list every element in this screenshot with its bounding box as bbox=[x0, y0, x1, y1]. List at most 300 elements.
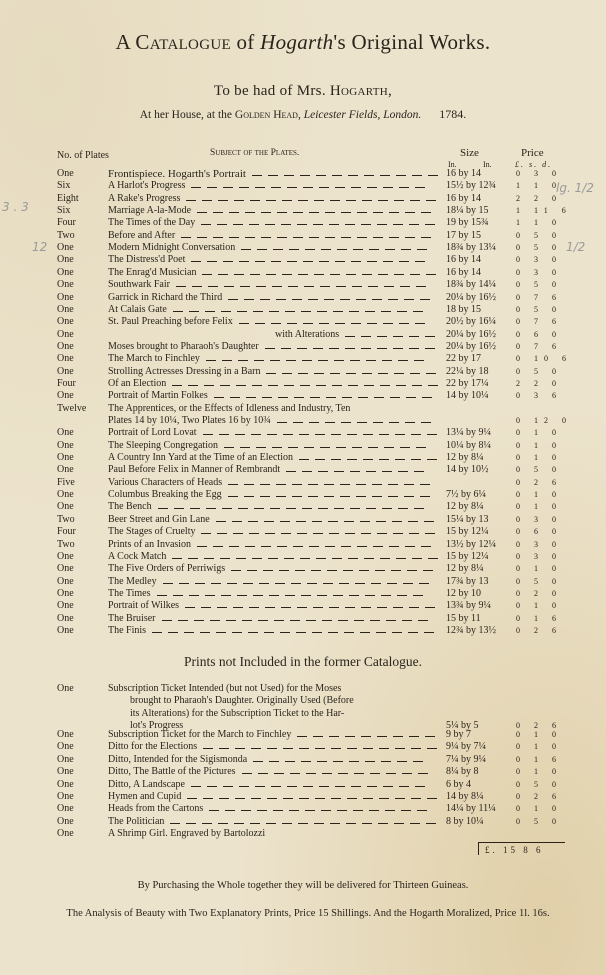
plate-price: 0 5 0 bbox=[516, 230, 562, 240]
leader-dash bbox=[214, 397, 224, 398]
plate-count: One bbox=[57, 266, 74, 278]
leader-dash bbox=[283, 798, 293, 799]
leader-dash bbox=[405, 237, 415, 238]
leader-dash bbox=[280, 521, 290, 522]
plate-price: 0 1 0 bbox=[516, 601, 562, 611]
table-row bbox=[0, 779, 606, 792]
leader-dash bbox=[240, 447, 250, 448]
leader-dash bbox=[410, 200, 420, 201]
plate-price: 0 7 6 bbox=[516, 341, 562, 351]
plate-price: 0 1 0 bbox=[516, 730, 562, 739]
leader-dash bbox=[271, 786, 281, 787]
plate-price: 0 10 6 bbox=[516, 354, 572, 364]
leader-dash bbox=[168, 632, 178, 633]
leader-dash bbox=[397, 595, 407, 596]
leader-dash bbox=[304, 447, 314, 448]
leader-dash bbox=[366, 471, 376, 472]
leader-dash bbox=[331, 434, 341, 435]
plate-price: 0 1 6 bbox=[516, 613, 562, 623]
table-row bbox=[0, 816, 606, 829]
leader-dash bbox=[301, 595, 311, 596]
leader-dash bbox=[404, 496, 414, 497]
plate-size: 13¼ by 9¼ bbox=[446, 427, 491, 439]
leader-dash bbox=[309, 212, 319, 213]
leader-dash bbox=[393, 607, 403, 608]
leader-dash bbox=[286, 360, 296, 361]
table-row bbox=[0, 193, 606, 206]
leader-dash bbox=[366, 508, 376, 509]
table-row bbox=[0, 403, 606, 416]
leader-dash bbox=[345, 533, 355, 534]
plate-size: 6 by 4 bbox=[446, 778, 471, 790]
leader-dash bbox=[376, 632, 386, 633]
leader-dash bbox=[318, 360, 328, 361]
plate-price: 1 1 0 bbox=[516, 218, 562, 228]
leader-dash bbox=[236, 558, 246, 559]
plate-size: 18¼ by 15 bbox=[446, 205, 489, 217]
leader-dash bbox=[217, 224, 227, 225]
leader-dash bbox=[344, 632, 354, 633]
leader-dash bbox=[331, 748, 341, 749]
leader-dash bbox=[325, 422, 335, 423]
plate-count: One bbox=[57, 729, 74, 740]
plate-subject: Prints of an Invasion bbox=[108, 538, 192, 550]
total-price: £. 15 8 6 bbox=[478, 842, 565, 855]
leader-dash bbox=[173, 311, 183, 312]
leader-dash bbox=[313, 607, 323, 608]
leader-dash bbox=[383, 187, 393, 188]
leader-dash bbox=[336, 286, 346, 287]
leader-dash bbox=[284, 385, 294, 386]
leader-dash bbox=[351, 261, 361, 262]
plate-price: 0 5 0 bbox=[516, 816, 562, 826]
leader-dash bbox=[335, 323, 345, 324]
leader-dash bbox=[421, 212, 431, 213]
plate-price: 2 2 0 bbox=[516, 378, 562, 388]
leader-dash bbox=[285, 761, 295, 762]
leader-dash bbox=[305, 249, 315, 250]
plate-price: 0 1 0 bbox=[516, 767, 562, 777]
leader-dash bbox=[217, 607, 227, 608]
leader-dash bbox=[323, 583, 333, 584]
leader-dash bbox=[404, 484, 414, 485]
leader-dash bbox=[225, 810, 235, 811]
leader-dash bbox=[364, 558, 374, 559]
leader-dash bbox=[313, 348, 323, 349]
leader-dash bbox=[330, 274, 340, 275]
leader-dash bbox=[334, 471, 344, 472]
leader-dash bbox=[288, 447, 298, 448]
leader-dash bbox=[254, 360, 264, 361]
leader-dash bbox=[235, 434, 245, 435]
leader-dash bbox=[417, 810, 427, 811]
plate-subject: At Calais Gate bbox=[108, 303, 167, 315]
leader-dash bbox=[229, 546, 239, 547]
plate-subject: Modern Midnight Conversation bbox=[108, 242, 236, 254]
leader-dash bbox=[189, 311, 199, 312]
leader-dash bbox=[178, 620, 188, 621]
leader-dash bbox=[269, 761, 279, 762]
leader-dash bbox=[186, 200, 196, 201]
leader-dash bbox=[268, 175, 278, 176]
leader-dash bbox=[404, 299, 414, 300]
leader-dash bbox=[418, 620, 428, 621]
leader-dash bbox=[380, 175, 390, 176]
plate-size: 12 by 8¼ bbox=[446, 563, 484, 575]
plate-price: 0 3 0 bbox=[516, 551, 562, 561]
leader-dash bbox=[266, 373, 276, 374]
plate-count: One bbox=[57, 791, 74, 802]
leader-dash bbox=[307, 583, 317, 584]
leader-dash bbox=[261, 546, 271, 547]
leader-dash bbox=[334, 508, 344, 509]
leader-dash bbox=[354, 773, 364, 774]
leader-dash bbox=[321, 810, 331, 811]
leader-dash bbox=[377, 533, 387, 534]
leader-dash bbox=[425, 348, 435, 349]
subscription-line: brought to Pharaoh's Daughter. Originally Used (Before bbox=[130, 695, 354, 707]
leader-dash bbox=[289, 810, 299, 811]
leader-dash bbox=[361, 533, 371, 534]
plate-count: One bbox=[57, 254, 74, 266]
plate-size: 22 by 17 bbox=[446, 353, 481, 365]
leader-dash bbox=[424, 521, 434, 522]
leader-dash bbox=[421, 546, 431, 547]
leader-dash bbox=[292, 496, 302, 497]
table-row bbox=[0, 600, 606, 613]
leader-dash bbox=[390, 397, 400, 398]
leader-dash bbox=[342, 397, 352, 398]
leader-dash bbox=[414, 508, 424, 509]
leader-dash bbox=[425, 533, 435, 534]
leader-dash bbox=[337, 810, 347, 811]
leader-dash bbox=[325, 546, 335, 547]
plate-subject: St. Paul Preaching before Felix bbox=[108, 316, 233, 328]
leader-dash bbox=[367, 786, 377, 787]
plate-count: One bbox=[57, 464, 74, 476]
leader-dash bbox=[340, 496, 350, 497]
leader-dash bbox=[268, 385, 278, 386]
inches-header-2: In. bbox=[483, 160, 492, 169]
leader-dash bbox=[202, 823, 212, 824]
plate-price: 0 2 6 bbox=[516, 625, 562, 635]
leader-dash bbox=[365, 595, 375, 596]
plate-size: 20¼ by 16½ bbox=[446, 340, 496, 352]
leader-dash bbox=[420, 299, 430, 300]
subscription-line: lot's Progress bbox=[130, 719, 184, 731]
leader-dash bbox=[367, 261, 377, 262]
leader-dash bbox=[285, 311, 295, 312]
plate-subject: Garrick in Richard the Third bbox=[108, 291, 223, 303]
leader-dash bbox=[188, 558, 198, 559]
leader-dash bbox=[303, 786, 313, 787]
plate-size: 13½ by 12¼ bbox=[446, 538, 496, 550]
leader-dash bbox=[350, 360, 360, 361]
leader-dash bbox=[362, 373, 372, 374]
leader-dash bbox=[208, 286, 218, 287]
table-row bbox=[0, 230, 606, 243]
leader-dash bbox=[286, 508, 296, 509]
plate-subject: Columbus Breaking the Egg bbox=[108, 489, 222, 501]
leader-dash bbox=[365, 761, 375, 762]
plate-size: 8 by 10¼ bbox=[446, 815, 484, 827]
leader-dash bbox=[310, 397, 320, 398]
leader-dash bbox=[283, 748, 293, 749]
leader-dash bbox=[283, 434, 293, 435]
leader-dash bbox=[228, 299, 238, 300]
leader-dash bbox=[369, 810, 379, 811]
plate-size: 9¼ by 7¼ bbox=[446, 741, 486, 753]
plate-subject: The Distress'd Poet bbox=[108, 254, 186, 266]
plate-size: 16 by 14 bbox=[446, 168, 481, 179]
table-row bbox=[0, 464, 606, 477]
plate-price: 0 5 0 bbox=[516, 465, 562, 475]
leader-dash bbox=[253, 311, 263, 312]
plate-price: 0 2 0 bbox=[516, 588, 562, 598]
leader-dash bbox=[361, 607, 371, 608]
leader-dash bbox=[234, 200, 244, 201]
table-row bbox=[0, 803, 606, 816]
leader-dash bbox=[224, 286, 234, 287]
plate-price: 0 5 0 bbox=[516, 779, 562, 789]
plate-price: 0 5 0 bbox=[516, 280, 562, 290]
plate-count: One bbox=[57, 365, 74, 377]
leader-dash bbox=[266, 274, 276, 275]
leader-dash bbox=[384, 447, 394, 448]
leader-dash bbox=[396, 385, 406, 386]
leader-dash bbox=[290, 773, 300, 774]
plate-price: 0 6 0 bbox=[516, 329, 562, 339]
leader-dash bbox=[300, 175, 310, 176]
leader-dash bbox=[320, 447, 330, 448]
leader-dash bbox=[413, 761, 423, 762]
leader-dash bbox=[378, 373, 388, 374]
leader-dash bbox=[382, 471, 392, 472]
leader-dash bbox=[265, 224, 275, 225]
leader-dash bbox=[221, 595, 231, 596]
leader-dash bbox=[245, 237, 255, 238]
price-header: Price bbox=[521, 147, 544, 159]
leader-dash bbox=[359, 570, 369, 571]
leader-dash bbox=[373, 237, 383, 238]
leader-dash bbox=[357, 422, 367, 423]
leader-dash bbox=[238, 508, 248, 509]
leader-dash bbox=[281, 224, 291, 225]
leader-dash bbox=[350, 508, 360, 509]
table-row bbox=[0, 551, 606, 564]
plate-size: 16 by 14 bbox=[446, 192, 481, 204]
leader-dash bbox=[351, 323, 361, 324]
leader-dash bbox=[352, 286, 362, 287]
leader-dash bbox=[244, 496, 254, 497]
leader-dash bbox=[216, 632, 226, 633]
leader-dash bbox=[341, 546, 351, 547]
leader-dash bbox=[411, 748, 421, 749]
leader-dash bbox=[385, 249, 395, 250]
leader-dash bbox=[364, 175, 374, 176]
leader-dash bbox=[309, 422, 319, 423]
leader-dash bbox=[191, 261, 201, 262]
leader-dash bbox=[422, 397, 432, 398]
leader-dash bbox=[251, 748, 261, 749]
leader-dash bbox=[332, 175, 342, 176]
leader-dash bbox=[426, 200, 436, 201]
plate-subject: Heads from the Cartons bbox=[108, 803, 204, 815]
leader-dash bbox=[355, 583, 365, 584]
leader-dash bbox=[420, 484, 430, 485]
leader-dash bbox=[330, 373, 340, 374]
leader-dash bbox=[200, 632, 210, 633]
leader-dash bbox=[341, 237, 351, 238]
leader-dash bbox=[223, 187, 233, 188]
leader-dash bbox=[403, 583, 413, 584]
plate-subject: The Bruiser bbox=[108, 612, 156, 624]
leader-dash bbox=[250, 200, 260, 201]
leader-dash bbox=[408, 521, 418, 522]
leader-dash bbox=[319, 786, 329, 787]
leader-dash bbox=[402, 620, 412, 621]
leader-dash bbox=[287, 786, 297, 787]
leader-dash bbox=[308, 496, 318, 497]
plate-size: 14 by 10½ bbox=[446, 464, 489, 476]
leader-dash bbox=[191, 187, 201, 188]
leader-dash bbox=[397, 761, 407, 762]
plate-size: 18 by 15 bbox=[446, 303, 481, 315]
leader-dash bbox=[399, 187, 409, 188]
leader-dash bbox=[345, 736, 355, 737]
plate-size: 22¼ by 18 bbox=[446, 365, 489, 377]
leader-dash bbox=[332, 558, 342, 559]
leader-dash bbox=[206, 508, 216, 509]
leader-dash bbox=[205, 595, 215, 596]
leader-dash bbox=[239, 261, 249, 262]
leader-dash bbox=[369, 249, 379, 250]
plate-price: 1 1 0 bbox=[516, 181, 562, 191]
leader-dash bbox=[297, 348, 307, 349]
plate-subject: Various Characters of Heads bbox=[108, 476, 223, 488]
leader-dash bbox=[356, 299, 366, 300]
plate-subject: A Cock Match bbox=[108, 550, 167, 562]
leader-dash bbox=[186, 823, 196, 824]
plate-subject: The Politician bbox=[108, 815, 165, 827]
leader-dash bbox=[393, 533, 403, 534]
leader-dash bbox=[244, 299, 254, 300]
leader-dash bbox=[315, 748, 325, 749]
table-row bbox=[0, 292, 606, 305]
leader-dash bbox=[415, 261, 425, 262]
leader-dash bbox=[293, 422, 303, 423]
leader-dash bbox=[287, 187, 297, 188]
leader-dash bbox=[228, 496, 238, 497]
leader-dash bbox=[270, 360, 280, 361]
address-line: At her House, at the Golden Head, Leicester Fields, London. 1784. bbox=[139, 107, 467, 121]
leader-dash bbox=[277, 237, 287, 238]
table-row bbox=[0, 390, 606, 403]
leader-dash bbox=[368, 447, 378, 448]
leader-dash bbox=[244, 484, 254, 485]
size-header: Size bbox=[460, 147, 479, 159]
leader-dash bbox=[296, 521, 306, 522]
leader-dash bbox=[229, 212, 239, 213]
plate-subject: Paul Before Felix in Manner of Rembrandt bbox=[108, 464, 281, 476]
leader-dash bbox=[205, 311, 215, 312]
leader-dash bbox=[267, 748, 277, 749]
leader-dash bbox=[326, 397, 336, 398]
leader-dash bbox=[329, 348, 339, 349]
leader-dash bbox=[401, 249, 411, 250]
leader-dash bbox=[298, 274, 308, 275]
plate-size: 22 by 17¼ bbox=[446, 377, 489, 389]
leader-dash bbox=[315, 459, 325, 460]
leader-dash bbox=[373, 212, 383, 213]
leader-dash bbox=[400, 447, 410, 448]
leader-dash bbox=[395, 748, 405, 749]
plate-price: 0 5 0 bbox=[516, 366, 562, 376]
leader-dash bbox=[302, 360, 312, 361]
plate-size: 15¼ by 13 bbox=[446, 513, 489, 525]
leader-dash bbox=[330, 823, 340, 824]
leader-dash bbox=[277, 212, 287, 213]
leader-dash bbox=[246, 397, 256, 398]
leader-dash bbox=[252, 558, 262, 559]
leader-dash bbox=[346, 274, 356, 275]
leader-dash bbox=[255, 261, 265, 262]
leader-dash bbox=[365, 311, 375, 312]
leader-dash bbox=[325, 237, 335, 238]
leader-dash bbox=[398, 471, 408, 472]
leader-dash bbox=[380, 385, 390, 386]
plate-count: Six bbox=[57, 205, 71, 217]
leader-dash bbox=[269, 311, 279, 312]
leader-dash bbox=[301, 761, 311, 762]
subscription-price: 0 2 6 bbox=[516, 721, 562, 730]
leader-dash bbox=[381, 311, 391, 312]
leader-dash bbox=[358, 397, 368, 398]
leader-dash bbox=[393, 348, 403, 349]
table-row bbox=[0, 205, 606, 218]
table-row bbox=[0, 427, 606, 440]
leader-dash bbox=[238, 360, 248, 361]
leader-dash bbox=[415, 187, 425, 188]
leader-dash bbox=[427, 798, 437, 799]
leader-dash bbox=[425, 224, 435, 225]
leader-dash bbox=[363, 748, 373, 749]
leader-dash bbox=[329, 533, 339, 534]
leader-dash bbox=[412, 175, 422, 176]
table-row bbox=[0, 329, 606, 342]
leader-dash bbox=[396, 175, 406, 176]
leader-dash bbox=[415, 323, 425, 324]
leader-dash bbox=[245, 546, 255, 547]
leader-dash bbox=[207, 187, 217, 188]
leader-dash bbox=[409, 607, 419, 608]
leader-dash bbox=[370, 620, 380, 621]
leader-dash bbox=[427, 459, 437, 460]
plate-count: Five bbox=[57, 476, 75, 488]
leader-dash bbox=[271, 323, 281, 324]
leader-dash bbox=[386, 620, 396, 621]
leader-dash bbox=[394, 200, 404, 201]
leader-dash bbox=[348, 175, 358, 176]
leader-dash bbox=[202, 274, 212, 275]
leader-dash bbox=[333, 595, 343, 596]
leader-dash bbox=[188, 385, 198, 386]
leader-dash bbox=[206, 360, 216, 361]
leader-dash bbox=[282, 274, 292, 275]
plate-count: One bbox=[57, 501, 74, 513]
leader-dash bbox=[367, 187, 377, 188]
leader-dash bbox=[201, 607, 211, 608]
